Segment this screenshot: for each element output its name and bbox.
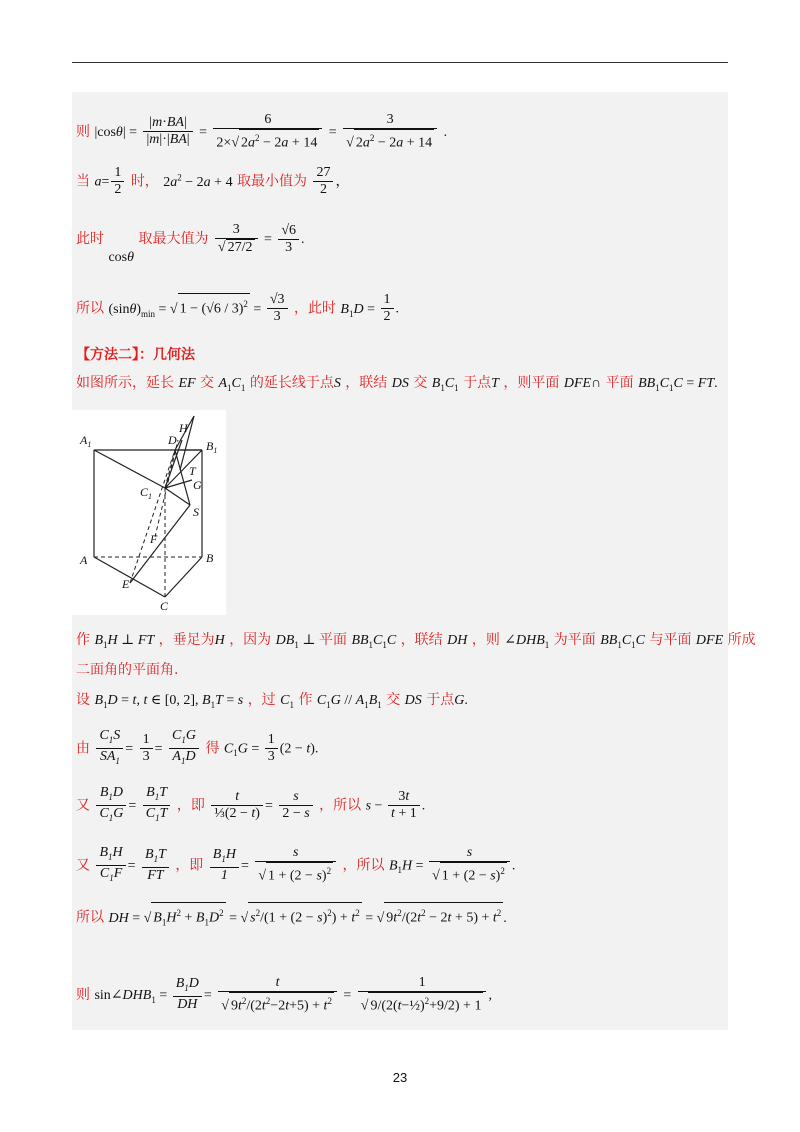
text-line-6: 作 $B_1H$ ⊥ FT ，垂足为H ，因为 $DB_1$ ⊥ 平面 $BB_1C_1C$ ，联结 DH ，则 $\angle DHB_1$ 为平面 $BB_1C_1C$ 与平面 DFE 所成 bbox=[76, 632, 756, 650]
svg-text:C1: $C_1$ bbox=[140, 485, 153, 501]
text-line-8: 设 $B_1D = t$, t ∈ [0, 2], $B_1T = s$ ，过 $C_1$ 作 $C_1G // A_1B_1$ 交 DS 于点G. bbox=[76, 692, 468, 710]
prism-figure bbox=[72, 410, 226, 615]
svg-text:F: F bbox=[150, 532, 158, 546]
svg-text:E: E bbox=[122, 577, 130, 591]
svg-text:D: D bbox=[168, 433, 177, 447]
svg-text:C: C bbox=[160, 599, 169, 613]
formula-line-4: 所以 $(\sin\theta)_{min}$ = √ 1 − (√6 / 3)$^2$ = $\frac{√3}{3}$ ，此时 $B_1D$ = $\frac{1}{2}$ . bbox=[76, 292, 400, 324]
formula-line-13: 则 $\sin\angle DHB_1$ = $\frac{B_1D}{DH}$ = $\frac{t}{√ 9t^2/(2t^2-2t+5) + t^2}$ = $\frac{1}{√ 9/(2(t-\frac{1}{2})^2+9/2) + 1}$ , bbox=[76, 975, 492, 1014]
svg-text:B: B bbox=[206, 551, 214, 565]
page-number: 23 bbox=[392, 1070, 408, 1085]
formula-line-12: 所以 DH = √ $B_1H^2 + B_1D^2$ = √ $s^2/(1 + (2 - s)^2) + t^2$ = √ $9t^2/(2t^2 - 2t + 5) + t^2$ . bbox=[76, 902, 507, 932]
svg-text:G: G bbox=[193, 478, 202, 492]
formula-line-11: 又 $\frac{B_1H}{C_1F}$ = $\frac{B_1T}{FT}$ ，即 $\frac{B_1H}{1}$ = $\frac{s}{√ 1 + (2 - s)^2}$ ，所以 $B_1H$ = $\frac{s}{√ 1 + (2 - s)^2}$ . bbox=[76, 845, 516, 885]
header-rule bbox=[72, 62, 728, 63]
text-line-5: 如图所示，延长 EF 交 $A_1C_1$ 的延长线于点S ，联结 DS 交 $B_1C_1$ 于点T ，则平面 DFE∩ 平面 $BB_1C_1C$ = FT. bbox=[76, 375, 718, 393]
formula-line-3: 此时 cosθ 取最大值为 $\frac{3}{√ 27/2}$ = $\frac{√6}{3}$ . bbox=[76, 222, 305, 265]
method-heading: 【方法二】：几何法 bbox=[76, 347, 195, 363]
svg-text:H: H bbox=[179, 421, 188, 435]
svg-text:T: T bbox=[189, 464, 196, 478]
formula-line-1: 则 |cosθ| = $\frac{|m\cdot BA|}{|m|\cdot|BA|}$ = $\frac{6}{2\times√ 2a^2 - 2a + 14}$ = $\frac{3}{√ 2a^2 - 2a + 14}$ . bbox=[76, 112, 448, 151]
formula-line-2: 当 a= $\frac{1}{2}$ 时， $2a^2 - 2a + 4$ 取最小值为 $\frac{27}{2}$ ， bbox=[76, 165, 350, 197]
formula-line-9: 由 $\frac{C_1S}{SA_1}$ = $\frac{1}{3}$ = $\frac{C_1G}{A_1D}$ 得 $C_1G$ = $\frac{1}{3}$ (2 − t). bbox=[76, 728, 319, 766]
svg-text:A1: $A_1$ bbox=[80, 433, 92, 449]
text-then: 则 bbox=[76, 123, 90, 140]
svg-text:B1: $B_1$ bbox=[206, 439, 218, 455]
prism-diagram bbox=[72, 410, 226, 615]
text-line-7: 二面角的平面角. bbox=[76, 662, 179, 678]
svg-text:S: S bbox=[193, 505, 199, 519]
svg-text:A: A bbox=[80, 553, 88, 567]
formula-line-10: 又 $\frac{B_1D}{C_1G}$ = $\frac{B_1T}{C_1T}$ ，即 $\frac{t}{\text{⅓(2 − t)}}$ = $\frac{s}{2 - s}$ ，所以 s − $\frac{3t}{t + 1}$ . bbox=[76, 785, 426, 823]
